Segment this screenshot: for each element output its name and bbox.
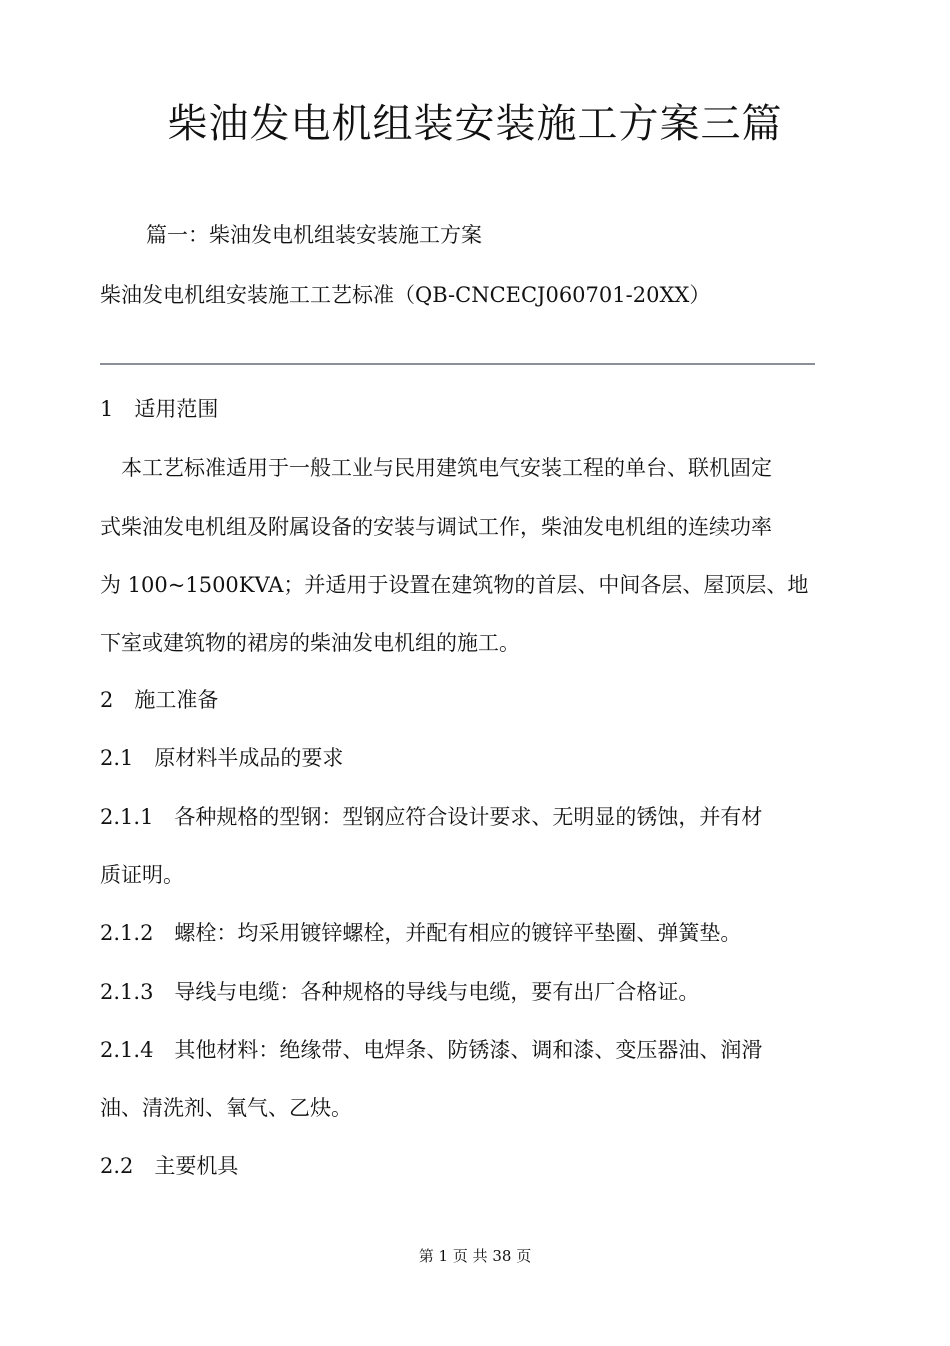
horizontal-divider xyxy=(100,363,815,365)
section-heading: 2 施工准备 xyxy=(100,688,219,712)
body-text-line: 2.1.3 导线与电缆：各种规格的导线与电缆，要有出厂合格证。 xyxy=(100,980,700,1004)
body-text-line: 下室或建筑物的裙房的柴油发电机组的施工。 xyxy=(100,631,520,655)
chapter-heading: 篇一：柴油发电机组装安装施工方案 xyxy=(146,223,482,247)
body-text-line: 本工艺标准适用于一般工业与民用建筑电气安装工程的单台、联机固定 xyxy=(100,456,772,480)
body-text-line: 2.1.4 其他材料：绝缘带、电焊条、防锈漆、调和漆、变压器油、润滑 xyxy=(100,1038,763,1062)
body-text-line: 为 100~1500KVA；并适用于设置在建筑物的首层、中间各层、屋顶层、地 xyxy=(100,573,809,597)
body-text-line: 2.1.1 各种规格的型钢：型钢应符合设计要求、无明显的锈蚀，并有材 xyxy=(100,805,763,829)
document-title: 柴油发电机组装安装施工方案三篇 xyxy=(167,101,783,147)
body-text-line: 质证明。 xyxy=(100,863,184,887)
body-text-line: 式柴油发电机组及附属设备的安装与调试工作，柴油发电机组的连续功率 xyxy=(100,515,772,539)
standard-title: 柴油发电机组安装施工工艺标准（QB-CNCECJ060701-20XX） xyxy=(100,283,711,307)
subsection-heading: 2.1 原材料半成品的要求 xyxy=(100,746,344,770)
subsection-heading: 2.2 主要机具 xyxy=(100,1154,239,1178)
section-heading: 1 适用范围 xyxy=(100,397,219,421)
body-text-line: 2.1.2 螺栓：均采用镀锌螺栓，并配有相应的镀锌平垫圈、弹簧垫。 xyxy=(100,921,742,945)
page-footer: 第 1 页 共 38 页 xyxy=(418,1247,532,1265)
body-text-line: 油、清洗剂、氧气、乙炔。 xyxy=(100,1096,352,1120)
